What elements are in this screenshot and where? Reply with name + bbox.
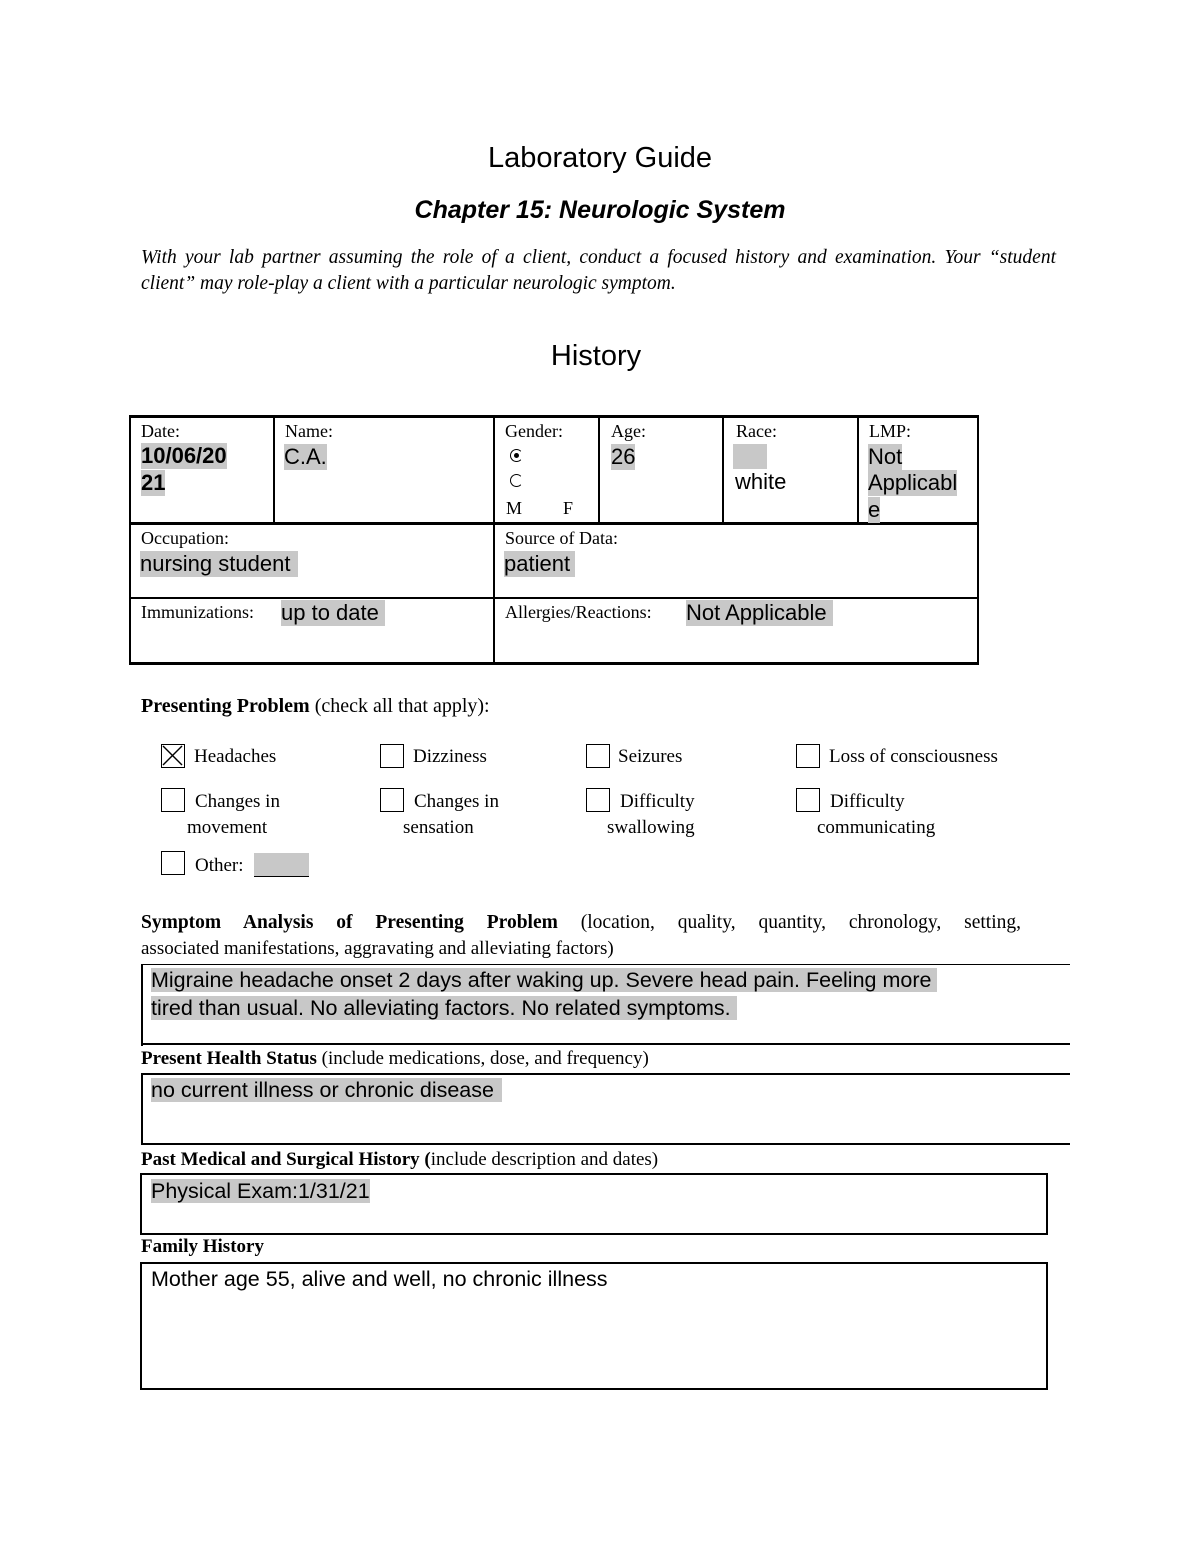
symptom-analysis-text[interactable]: Migraine headache onset 2 days after waking up. Severe head pain. Feeling more tired than usual. No alleviating factors. No related symptoms. [151,966,937,1022]
page-title: Laboratory Guide [487,142,713,174]
changes-in-movement-label-2: movement [187,817,268,838]
lmp-value-line1[interactable]: Not [868,444,903,469]
loss-of-consciousness-checkbox[interactable] [796,744,820,768]
immunizations-value[interactable]: up to date [281,600,385,626]
race-value[interactable]: white [735,469,787,494]
presenting-problem-heading: Presenting Problem (check all that apply): [141,695,490,717]
lmp-label: LMP: [869,421,912,441]
date-value-line2[interactable]: 21 [141,470,166,495]
changes-in-sensation-label-1: Changes in [414,791,499,812]
race-highlight [733,444,767,469]
other-input[interactable] [254,853,309,877]
section-title: History [550,340,642,372]
immunizations-label: Immunizations: [141,602,254,622]
seizures-checkbox[interactable] [586,744,610,768]
difficulty-communicating-checkbox[interactable] [796,788,820,812]
lmp-value-line3[interactable]: e [868,497,881,522]
name-label: Name: [285,421,333,441]
occupation-value[interactable]: nursing student [140,551,298,577]
source-label: Source of Data: [505,528,618,548]
gender-radio-male[interactable] [510,449,523,462]
date-label: Date: [141,421,180,441]
race-label: Race: [736,421,777,441]
other-label: Other: [195,855,244,876]
difficulty-communicating-label-2: communicating [817,817,936,838]
family-history-heading: Family History [141,1236,264,1257]
symptom-analysis-heading: Symptom Analysis of Presenting Problem (location, quality, quantity, chronology, setting, [141,912,1022,933]
changes-in-sensation-label-2: sensation [403,817,474,838]
past-history-text[interactable]: Physical Exam:1/31/21 [151,1179,370,1203]
other-checkbox[interactable] [161,851,185,875]
lmp-value-line2[interactable]: Applicabl [868,470,958,495]
instructions-text: With your lab partner assuming the role of a client, conduct a focused history and examination. Your “student client” may role-play a client with a particular neurologic symptom. [141,247,1056,294]
present-health-heading: Present Health Status (include medications, dose, and frequency) [141,1048,649,1069]
occupation-label: Occupation: [141,528,229,548]
seizures-label: Seizures [618,746,683,767]
changes-in-movement-label-1: Changes in [195,791,280,812]
gender-f-label: F [563,498,574,518]
difficulty-communicating-label-1: Difficulty [830,791,905,812]
past-history-heading: Past Medical and Surgical History (include description and dates) [141,1149,659,1170]
loss-of-consciousness-label: Loss of consciousness [829,746,998,767]
present-health-text[interactable]: no current illness or chronic disease [151,1076,502,1104]
changes-in-movement-checkbox[interactable] [161,788,185,812]
gender-radio-female[interactable] [510,474,523,487]
dizziness-label: Dizziness [413,746,487,767]
checked-x-icon [162,745,183,766]
difficulty-swallowing-label-2: swallowing [607,817,695,838]
difficulty-swallowing-label-1: Difficulty [620,791,695,812]
allergies-value[interactable]: Not Applicable [686,600,833,626]
age-value[interactable]: 26 [611,444,636,469]
family-history-text[interactable]: Mother age 55, alive and well, no chronic illness [151,1267,608,1291]
gender-m-label: M [506,498,523,518]
headaches-checkbox[interactable] [161,744,185,768]
age-label: Age: [611,421,646,441]
allergies-label: Allergies/Reactions: [505,602,652,622]
symptom-analysis-subheading: associated manifestations, aggravating and alleviating factors) [141,938,614,959]
changes-in-sensation-checkbox[interactable] [380,788,404,812]
gender-label: Gender: [505,421,563,441]
chapter-title: Chapter 15: Neurologic System [414,196,786,224]
name-value[interactable]: C.A. [284,444,327,469]
source-value[interactable]: patient [504,551,575,577]
difficulty-swallowing-checkbox[interactable] [586,788,610,812]
dizziness-checkbox[interactable] [380,744,404,768]
headaches-label: Headaches [194,746,277,767]
date-value-line1[interactable]: 10/06/20 [141,443,227,468]
